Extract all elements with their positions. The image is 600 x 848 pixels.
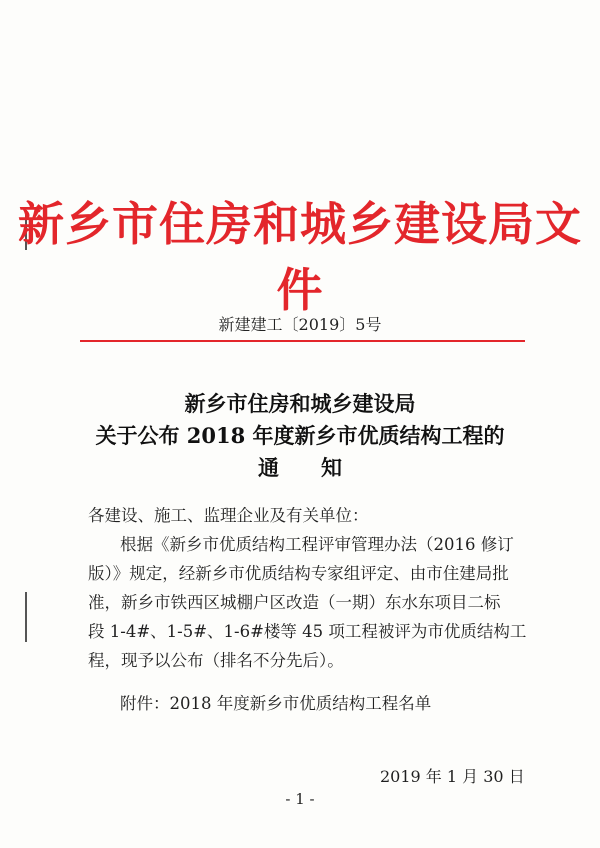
red-separator-rule [80,340,525,342]
paragraph-line: 版）》规定，经新乡市优质结构专家组评定、由市住建局批 [88,564,509,583]
paragraph-line: 段 1-4#、1-5#、1-6#楼等 45 项工程被评为市优质结构工 [88,622,527,641]
attachment-line: 附件：2018 年度新乡市优质结构工程名单 [120,694,432,713]
document-number: 新建建工〔2019〕5号 [218,315,382,334]
notice-title-line-2: 关于公布 2018 年度新乡市优质结构工程的 [95,423,505,448]
paragraph-line: 程，现予以公布（排名不分先后）。 [88,651,344,670]
margin-binding-mark [25,592,27,642]
paragraph-line: 准，新乡市铁西区城棚户区改造（一期）东水东项目二标 [88,593,501,612]
paragraph-line: 根据《新乡市优质结构工程评审管理办法（2016 修订 [120,535,514,554]
notice-title-line-1: 新乡市住房和城乡建设局 [184,391,416,416]
salutation: 各建设、施工、监理企业及有关单位： [88,506,369,525]
issue-date: 2019 年 1 月 30 日 [380,767,525,786]
notice-title-line-3: 通 知 [258,455,342,480]
page-number: - 1 - [285,790,315,808]
issuer-header: 新乡市住房和城乡建设局文件 [18,197,582,317]
